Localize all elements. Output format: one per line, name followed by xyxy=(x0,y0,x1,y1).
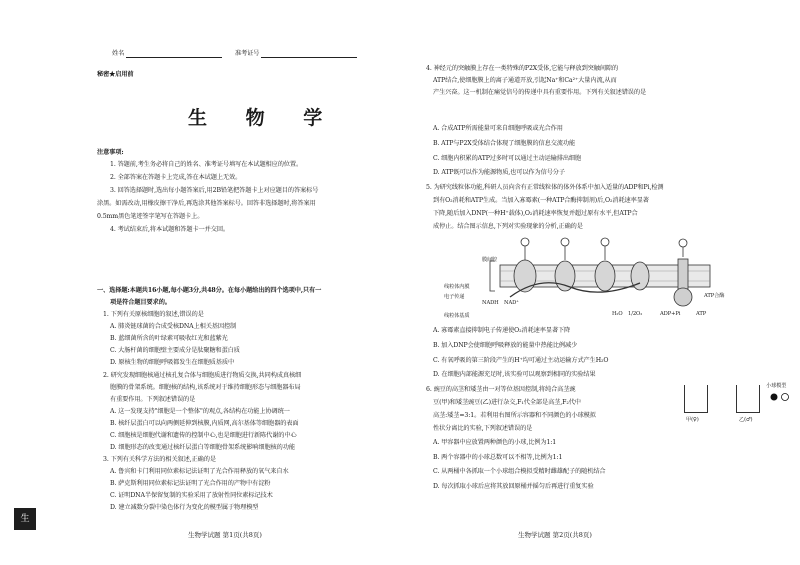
notice-item: 涂黑。如需改动,用橡皮擦干净后,再选涂其他答案标号。回答非选择题时,将答案用 xyxy=(97,200,316,207)
ball-model-icon xyxy=(768,392,792,402)
option-d: D. 原核生物的细胞呼吸都发生在细胞质基质中 xyxy=(110,359,235,366)
name-label: 姓名 xyxy=(112,50,125,57)
option-d: D. 每次抓取小球后应将其放回原桶并摇匀后再进行重复实验 xyxy=(433,483,594,490)
notice-item: 1. 答题前,考生务必将自己的姓名、准考证号填写在本试题相应的位置。 xyxy=(110,161,303,168)
question-stem-cont: 高茎:矮茎=3:1。若利用右图所示容器和不同颜色的小球模拟 xyxy=(433,412,596,419)
option-d: D. 细胞形态的改变通过核纤层蛋白等细胞骨架系统影响细胞核的功能 xyxy=(110,444,295,451)
diagram-label-transport: 电子传递 xyxy=(444,294,465,300)
name-blank xyxy=(126,51,222,58)
option-a: A. 肺炎链球菌的合成受核DNA上相关基因控制 xyxy=(110,323,237,330)
name-field xyxy=(112,49,222,58)
subject-tab: 生 xyxy=(14,508,36,530)
option-b: B. 加入DNP会使细胞呼吸释放的能量中热能比例减少 xyxy=(433,342,578,349)
notice-item: 0.5mm黑色笔迹签字笔写在答题卡上。 xyxy=(97,213,204,220)
option-b: B. 两个容器中的小球总数可以不相等,比例为1:1 xyxy=(433,454,563,461)
option-b: B. 蓝细菌所含的叶绿素可吸收红光和蓝紫光 xyxy=(110,335,228,342)
diagram-label-membrane: 线粒体内膜 xyxy=(444,284,470,290)
ball-model-label: 小球模型 xyxy=(766,383,787,389)
question-stem-cont: 下降,随后加入DNP(一种H⁺载体),O₂消耗速率恢复并超过原有水平,但ATP合 xyxy=(433,210,638,217)
diagram-label-intermembrane: 膜间腔 xyxy=(482,257,498,263)
question-stem-cont: 成停止。结合图示信息,下列对实验现象的分析,正确的是 xyxy=(433,223,583,230)
page-right xyxy=(400,0,800,565)
id-label: 准考证号 xyxy=(235,50,260,57)
question-stem-cont: 豆(甲)和矮茎豌豆(乙)进行杂交,F₁代全部是高茎,F₂代中 xyxy=(433,399,581,406)
beaker-label-jia: 甲(♀) xyxy=(686,417,699,423)
id-blank xyxy=(261,51,357,58)
question-stem: 6. 豌豆的高茎和矮茎由一对等位基因控制,将纯合高茎豌 xyxy=(426,386,576,393)
option-a: A. 鲁宾和卡门利用同位素标记法证明了光合作用释放的氧气来自水 xyxy=(110,468,289,475)
beaker-label-yi: 乙(♂) xyxy=(739,417,753,423)
diagram-label-atp: ATP xyxy=(696,311,707,317)
question-stem: 2. 研究发现细胞核通过核孔复合体与细胞质进行物质交换,共同构成真核细 xyxy=(103,372,302,379)
id-field xyxy=(235,49,357,58)
diagram-label-matrix: 线粒体基质 xyxy=(444,313,470,319)
question-stem: 1. 下列有关原核细胞的叙述,错误的是 xyxy=(103,311,204,318)
option-a: A. 这一发现支持"细胞是一个整体"的观点,各结构在功能上协调统一 xyxy=(110,408,290,415)
option-c: C. 从两桶中各抓取一个小球组合模拟受精时雌雄配子的随机结合 xyxy=(433,468,606,475)
question-stem: 5. 为研究线粒体功能,科研人员向含有正常线粒体的体外体系中加入适量的ADP和Pi,检测 xyxy=(426,184,664,191)
page-footer: 生物学试题 第2页(共8页) xyxy=(518,531,592,539)
notice-item: 3. 回答选择题时,选出每小题答案后,用2B铅笔把答题卡上对应题目的答案标号 xyxy=(110,187,319,194)
diagram-label-nad: NAD⁺ xyxy=(504,300,519,306)
option-a: A. 甲容器中应放置两种颜色的小球,比例为1:1 xyxy=(433,439,557,446)
mitochondria-diagram xyxy=(440,235,740,325)
option-d: D. 在细胞内部能源充足时,该实验可以观察到相同的实验结果 xyxy=(433,371,596,378)
option-c: C. 证明DNA半保留复制的实验采用了放射性同位素标记技术 xyxy=(110,492,273,499)
question-stem-cont: 产生兴奋。这一机制在痛觉信号的传递中具有重要作用。下列有关叙述错误的是 xyxy=(433,89,647,96)
notice-item: 4. 考试结束后,将本试题和答题卡一并交回。 xyxy=(110,226,230,233)
question-stem-cont: 到有O₂消耗和ATP生成。当加入寡霉素(一种ATP合酶抑制剂)后,O₂消耗速率显著 xyxy=(433,197,649,204)
question-stem-cont: 有重要作用。下列叙述错误的是 xyxy=(110,396,196,403)
option-b: B. 核纤层蛋白可以向两侧延伸到核膜,内质网,高尔基体等细胞器的表面 xyxy=(110,420,299,427)
question-stem: 3. 下列有关科学方法的相关叙述,正确的是 xyxy=(103,456,216,463)
section-heading: 一、选择题:本题共16小题,每小题3分,共48分。在每小题给出的四个选项中,只有一 xyxy=(97,287,322,294)
page-footer: 生物学试题 第1页(共8页) xyxy=(188,531,262,539)
option-c: C. 有氧呼吸的第三阶段产生的H⁺均可通过主动运输方式产生H₂O xyxy=(433,357,609,364)
option-d: D. ATP既可以作为能源物质,也可以作为信号分子 xyxy=(433,169,565,176)
beaker-jia xyxy=(684,385,708,413)
beaker-yi xyxy=(736,385,760,413)
diagram-label-h2o: H₂O xyxy=(612,311,623,317)
section-heading-cont: 项是符合题目要求的。 xyxy=(110,299,171,306)
option-a: A. 合成ATP所需能量可来自细胞呼吸或光合作用 xyxy=(433,125,563,132)
notice-heading: 注意事项: xyxy=(97,149,124,156)
secret-label: 秘密★启用前 xyxy=(97,71,134,78)
option-c: C. 细胞核是细胞代谢和遗传的控制中心,也是细胞进行新陈代谢的中心 xyxy=(110,432,297,439)
question-stem-cont: ATP结合,使细胞膜上的离子通道开放,引起Na⁺和Ca²⁺大量内流,从而 xyxy=(433,77,617,84)
page-title: 生 物 学 xyxy=(188,107,339,129)
option-c: C. 大肠杆菌的细胞壁主要成分是肽聚糖和蛋白质 xyxy=(110,347,240,354)
diagram-label-o2: 1/2O₂ xyxy=(628,311,643,317)
question-stem: 4. 神经元的突触膜上存在一类特殊的P2X受体,它能与释放到突触间隙的 xyxy=(426,65,619,72)
option-a: A. 寡霉素直接抑制电子传递使O₂消耗速率显著下降 xyxy=(433,327,571,334)
diagram-label-adp: ADP+Pi xyxy=(660,311,681,317)
option-d: D. 建立减数分裂中染色体行为变化的模型属于物理模型 xyxy=(110,504,259,511)
notice-item: 2. 全部答案在答题卡上完成,答在本试题上无效。 xyxy=(110,174,242,181)
diagram-label-synthase: ATP合酶 xyxy=(704,293,725,299)
option-b: B. ATP与P2X受体结合体现了细胞膜的信息交流功能 xyxy=(433,140,576,147)
option-c: C. 细胞内积累的ATP过多时可以通过主动运输排出细胞 xyxy=(433,155,582,162)
question-stem-cont: 胞膜的骨架系统。细胞核的结构,该系统对于维持细胞形态与细胞器布局 xyxy=(110,384,301,391)
question-stem-cont: 性状分离比的实验,下列叙述错误的是 xyxy=(433,425,533,432)
diagram-label-nadh: NADH xyxy=(482,300,499,306)
option-b: B. 萨克斯利用同位素标记法证明了光合作用的产物中有淀粉 xyxy=(110,480,271,487)
